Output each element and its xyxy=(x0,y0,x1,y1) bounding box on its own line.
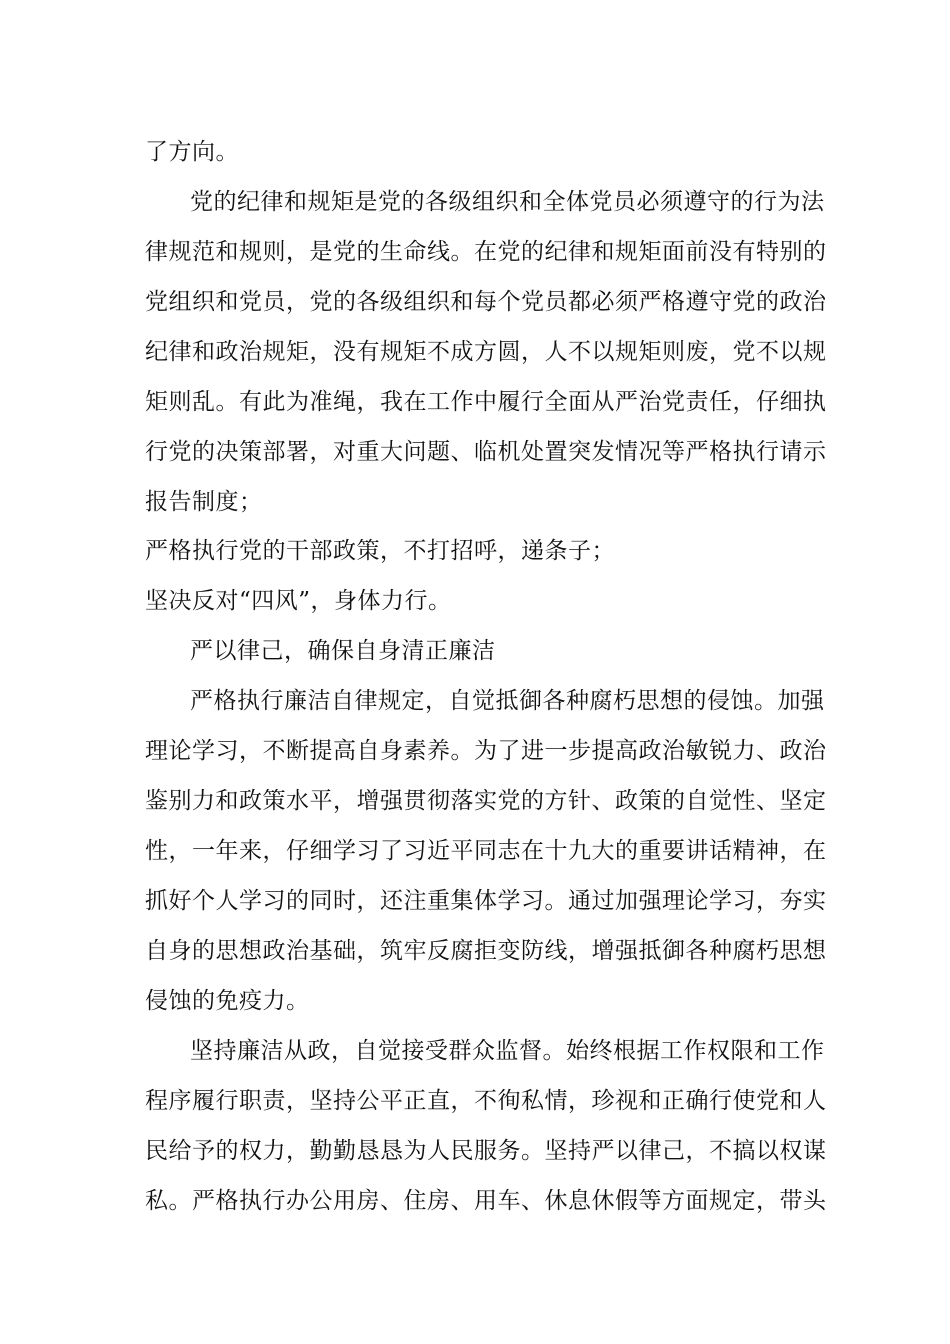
text-line-13: 理论学习，不断提高自身素养。为了进一步提高政治敏锐力、政治 xyxy=(145,738,827,764)
text-line-12: 严格执行廉洁自律规定，自觉抵御各种腐朽思想的侵蚀。加强 xyxy=(190,688,825,714)
text-line-7: 行党的决策部署，对重大问题、临机处置突发情况等严格执行请示 xyxy=(145,439,827,465)
text-line-19: 坚持廉洁从政，自觉接受群众监督。始终根据工作权限和工作 xyxy=(190,1038,825,1064)
text-line-5: 纪律和政治规矩，没有规矩不成方圆，人不以规矩则废，党不以规 xyxy=(145,339,827,365)
text-line-20: 程序履行职责，坚持公平正直，不徇私情，珍视和正确行使党和人 xyxy=(145,1088,827,1114)
text-line-1: 了方向。 xyxy=(145,139,239,165)
text-line-22: 私。严格执行办公用房、住房、用车、休息休假等方面规定，带头 xyxy=(145,1188,827,1214)
text-line-21: 民给予的权力，勤勤恳恳为人民服务。坚持严以律己，不搞以权谋 xyxy=(145,1138,827,1164)
text-line-2: 党的纪律和规矩是党的各级组织和全体党员必须遵守的行为法 xyxy=(190,189,825,215)
text-line-8: 报告制度； xyxy=(145,489,263,515)
text-line-10: 坚决反对“四风”，身体力行。 xyxy=(145,588,452,614)
text-line-6: 矩则乱。有此为准绳，我在工作中履行全面从严治党责任，仔细执 xyxy=(145,389,827,415)
text-line-9: 严格执行党的干部政策，不打招呼，递条子； xyxy=(145,538,615,564)
text-line-15: 性，一年来，仔细学习了习近平同志在十九大的重要讲话精神，在 xyxy=(145,838,827,864)
text-line-16: 抓好个人学习的同时，还注重集体学习。通过加强理论学习，夯实 xyxy=(145,888,827,914)
text-line-17: 自身的思想政治基础，筑牢反腐拒变防线，增强抵御各种腐朽思想 xyxy=(145,938,827,964)
text-line-14: 鉴别力和政策水平，增强贯彻落实党的方针、政策的自觉性、坚定 xyxy=(145,788,827,814)
text-line-3: 律规范和规则，是党的生命线。在党的纪律和规矩面前没有特别的 xyxy=(145,239,827,265)
text-line-18: 侵蚀的免疫力。 xyxy=(145,988,310,1014)
text-line-4: 党组织和党员，党的各级组织和每个党员都必须严格遵守党的政治 xyxy=(145,289,827,315)
section-heading: 严以律己，确保自身清正廉洁 xyxy=(190,638,496,664)
